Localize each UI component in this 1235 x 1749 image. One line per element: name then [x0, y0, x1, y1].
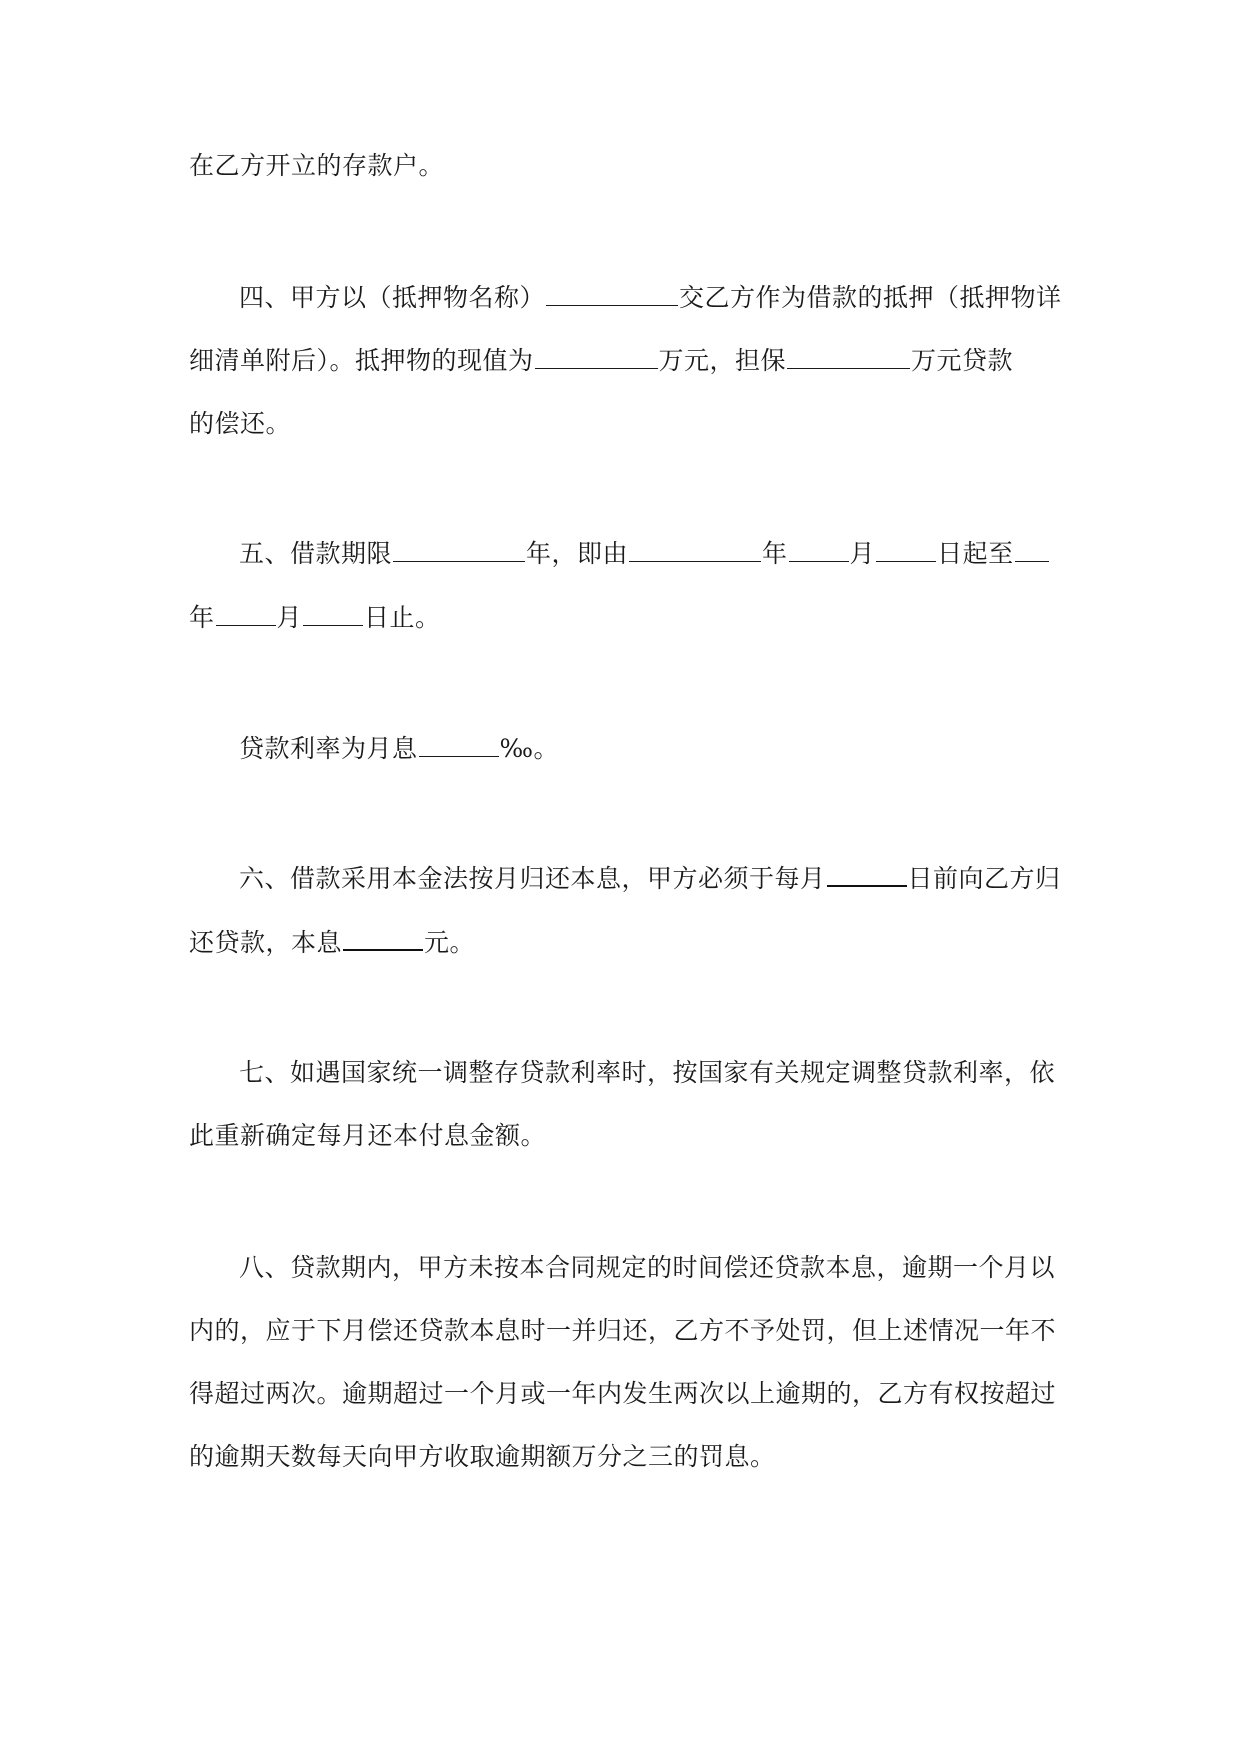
repayment-day-blank	[827, 863, 907, 887]
end-month-blank	[216, 603, 276, 626]
clause-4-line-2: 细清单附后）。抵押物的现值为 万元，担保 万元贷款	[189, 346, 1014, 375]
end-year-blank	[1015, 539, 1049, 562]
collateral-name-blank	[546, 283, 678, 306]
text-line: 在乙方开立的存款户。	[189, 151, 445, 180]
clause-7-line-1: 七、如遇国家统一调整存贷款利率时，按国家有关规定调整贷款利率，依	[239, 1058, 1056, 1087]
monthly-rate-blank	[419, 734, 499, 757]
clause-6-line-1: 六、借款采用本金法按月归还本息，甲方必须于每月 日前向乙方归	[239, 864, 1061, 893]
collateral-value-blank	[535, 346, 658, 369]
guarantee-amount-blank	[787, 346, 910, 369]
clause-5-line-2: 年 月 日止。	[189, 603, 441, 632]
end-day-blank	[303, 603, 363, 626]
clause-7-line-2: 此重新确定每月还本付息金额。	[189, 1121, 547, 1150]
installment-amount-blank	[343, 927, 423, 951]
clause-5-line-1: 五、借款期限 年，即由 年 月 日起至	[239, 538, 1050, 570]
clause-8-line-2: 内的，应于下月偿还贷款本息时一并归还，乙方不予处罚，但上述情况一年不	[189, 1316, 1057, 1345]
clause-8-line-4: 的逾期天数每天向甲方收取逾期额万分之三的罚息。	[189, 1442, 776, 1471]
start-day-blank	[876, 539, 936, 562]
start-year-blank	[629, 539, 761, 562]
loan-term-blank	[393, 539, 525, 562]
clause-6-line-2: 还贷款，本息 元。	[189, 928, 476, 957]
clause-8-line-3: 得超过两次。逾期超过一个月或一年内发生两次以上逾期的，乙方有权按超过	[189, 1379, 1057, 1408]
clause-4-line-1: 四、甲方以（抵押物名称） 交乙方作为借款的抵押（抵押物详	[239, 283, 1062, 312]
start-month-blank	[789, 539, 849, 562]
clause-8-line-1: 八、贷款期内，甲方未按本合同规定的时间偿还贷款本息，逾期一个月以	[239, 1253, 1056, 1282]
clause-4-line-3: 的偿还。	[189, 409, 292, 438]
interest-rate-line: 贷款利率为月息 ‰。	[239, 734, 560, 763]
